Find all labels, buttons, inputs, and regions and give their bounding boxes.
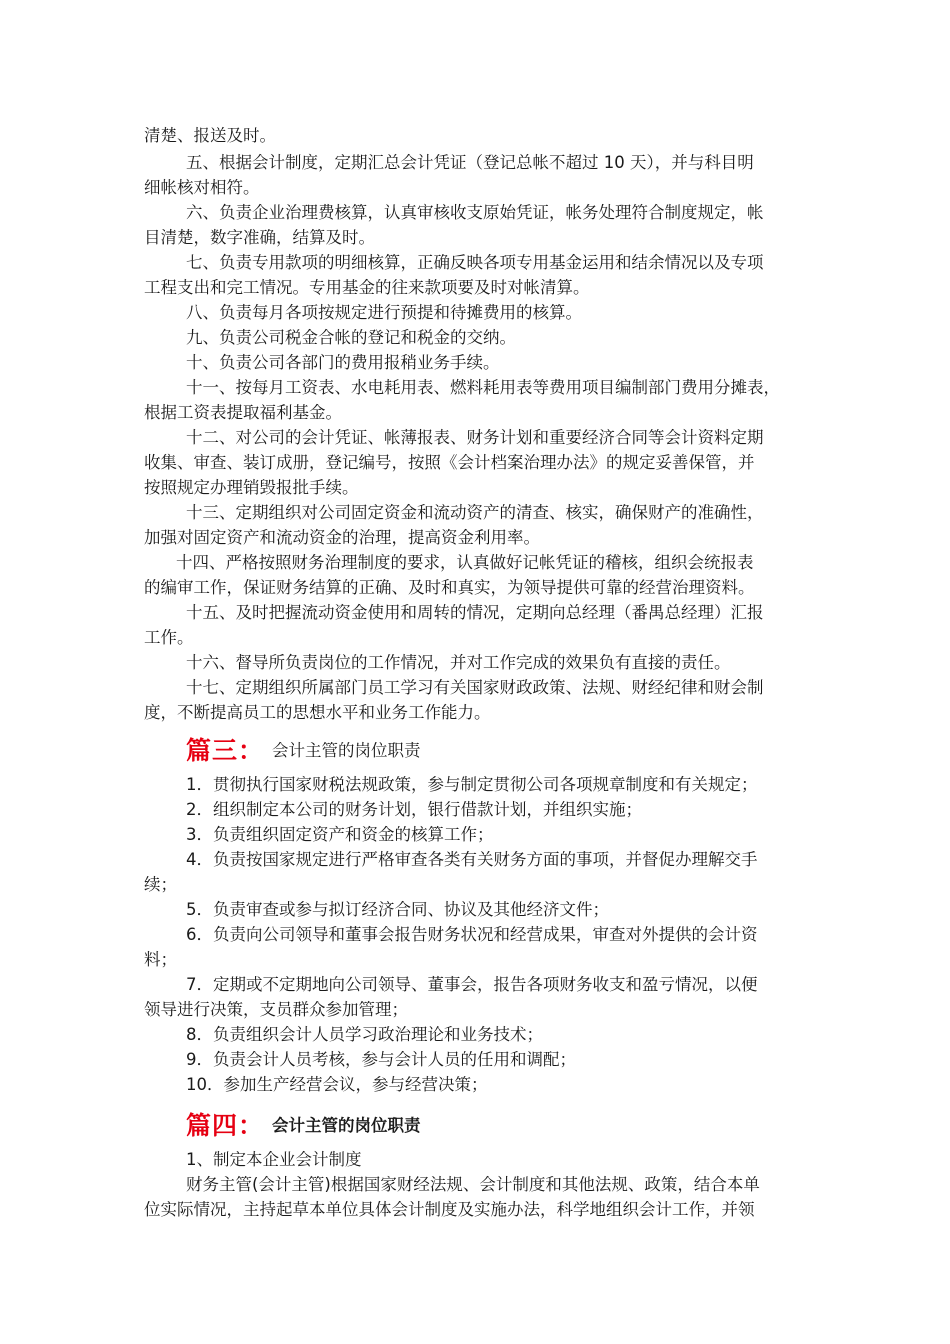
list-item: 续； (144, 875, 177, 894)
text-line: 八、负责每月各项按规定进行预提和待摊费用的核算。 (186, 303, 582, 322)
text-line: 十六、督导所负责岗位的工作情况，并对工作完成的效果负有直接的责任。 (186, 653, 731, 672)
text-line: 1、制定本企业会计制度 (186, 1150, 362, 1169)
text-line: 目清楚，数字准确，结算及时。 (144, 228, 375, 247)
text-line: 清楚、报送及时。 (144, 126, 276, 145)
section-mark: 篇三： (186, 736, 265, 765)
list-item: 5．负责审查或参与拟订经济合同、协议及其他经济文件； (186, 900, 609, 919)
list-item: 9．负责会计人员考核，参与会计人员的任用和调配； (186, 1050, 576, 1069)
text-line: 十二、对公司的会计凭证、帐薄报表、财务计划和重要经济合同等会计资料定期 (186, 428, 764, 447)
text-line: 的编审工作，保证财务结算的正确、及时和真实，为领导提供可靠的经营治理资料。 (144, 578, 755, 597)
text-line: 六、负责企业治理费核算，认真审核收支原始凭证，帐务处理符合制度规定，帐 (186, 203, 764, 222)
section-heading-4 (186, 1106, 814, 1142)
text-line: 十一、按每月工资表、水电耗用表、燃料耗用表等费用项目编制部门费用分摊表， (186, 378, 780, 397)
text-line: 加强对固定资产和流动资金的治理，提高资金利用率。 (144, 528, 540, 547)
list-item: 1．贯彻执行国家财税法规政策，参与制定贯彻公司各项规章制度和有关规定； (186, 775, 758, 794)
text-line: 九、负责公司税金合帐的登记和税金的交纳。 (186, 328, 516, 347)
section-mark: 篇四： (186, 1111, 265, 1140)
section-title: 会计主管的岗位职责 (272, 741, 421, 760)
text-line: 度，不断提高员工的思想水平和业务工作能力。 (144, 703, 491, 722)
section-heading-3 (186, 731, 814, 767)
text-line: 工作。 (144, 628, 194, 647)
text-line: 细帐核对相符。 (144, 178, 260, 197)
list-item: 3．负责组织固定资产和资金的核算工作； (186, 825, 494, 844)
text-line: 十四、严格按照财务治理制度的要求，认真做好记帐凭证的稽核，组织会统报表 (176, 553, 754, 572)
list-item: 7．定期或不定期地向公司领导、董事会，报告各项财务收支和盈亏情况，以便 (186, 975, 758, 994)
text-line: 十五、及时把握流动资金使用和周转的情况，定期向总经理（番禺总经理）汇报 (186, 603, 764, 622)
text-line: 收集、审查、装订成册，登记编号，按照《会计档案治理办法》的规定妥善保管，并 (144, 453, 755, 472)
list-item: 6．负责向公司领导和董事会报告财务状况和经营成果，审查对外提供的会计资 (186, 925, 758, 944)
text-line: 七、负责专用款项的明细核算，正确反映各项专用基金运用和结余情况以及专项 (186, 253, 764, 272)
text-line: 五、根据会计制度，定期汇总会计凭证（登记总帐不超过 10 天），并与科目明 (186, 153, 754, 172)
list-item: 10．参加生产经营会议，参与经营决策； (186, 1075, 488, 1094)
section-title: 会计主管的岗位职责 (272, 1116, 421, 1135)
list-item: 8．负责组织会计人员学习政治理论和业务技术； (186, 1025, 543, 1044)
text-line: 按照规定办理销毁报批手续。 (144, 478, 359, 497)
list-item: 4．负责按国家规定进行严格审查各类有关财务方面的事项，并督促办理解交手 (186, 850, 758, 869)
text-line: 十、负责公司各部门的费用报稍业务手续。 (186, 353, 500, 372)
list-item: 领导进行决策，支员群众参加管理； (144, 1000, 408, 1019)
text-line: 十七、定期组织所属部门员工学习有关国家财政政策、法规、财经纪律和财会制 (186, 678, 764, 697)
text-line: 财务主管(会计主管)根据国家财经法规、会计制度和其他法规、政策，结合本单 (186, 1175, 760, 1194)
text-line: 根据工资表提取福利基金。 (144, 403, 342, 422)
text-line: 工程支出和完工情况。专用基金的往来款项要及时对帐清算。 (144, 278, 590, 297)
list-item: 2．组织制定本公司的财务计划，银行借款计划，并组织实施； (186, 800, 642, 819)
list-item: 料； (144, 950, 177, 969)
text-line: 十三、定期组织对公司固定资金和流动资产的清查、核实，确保财产的准确性， (186, 503, 764, 522)
text-line: 位实际情况，主持起草本单位具体会计制度及实施办法，科学地组织会计工作，并领 (144, 1200, 755, 1219)
